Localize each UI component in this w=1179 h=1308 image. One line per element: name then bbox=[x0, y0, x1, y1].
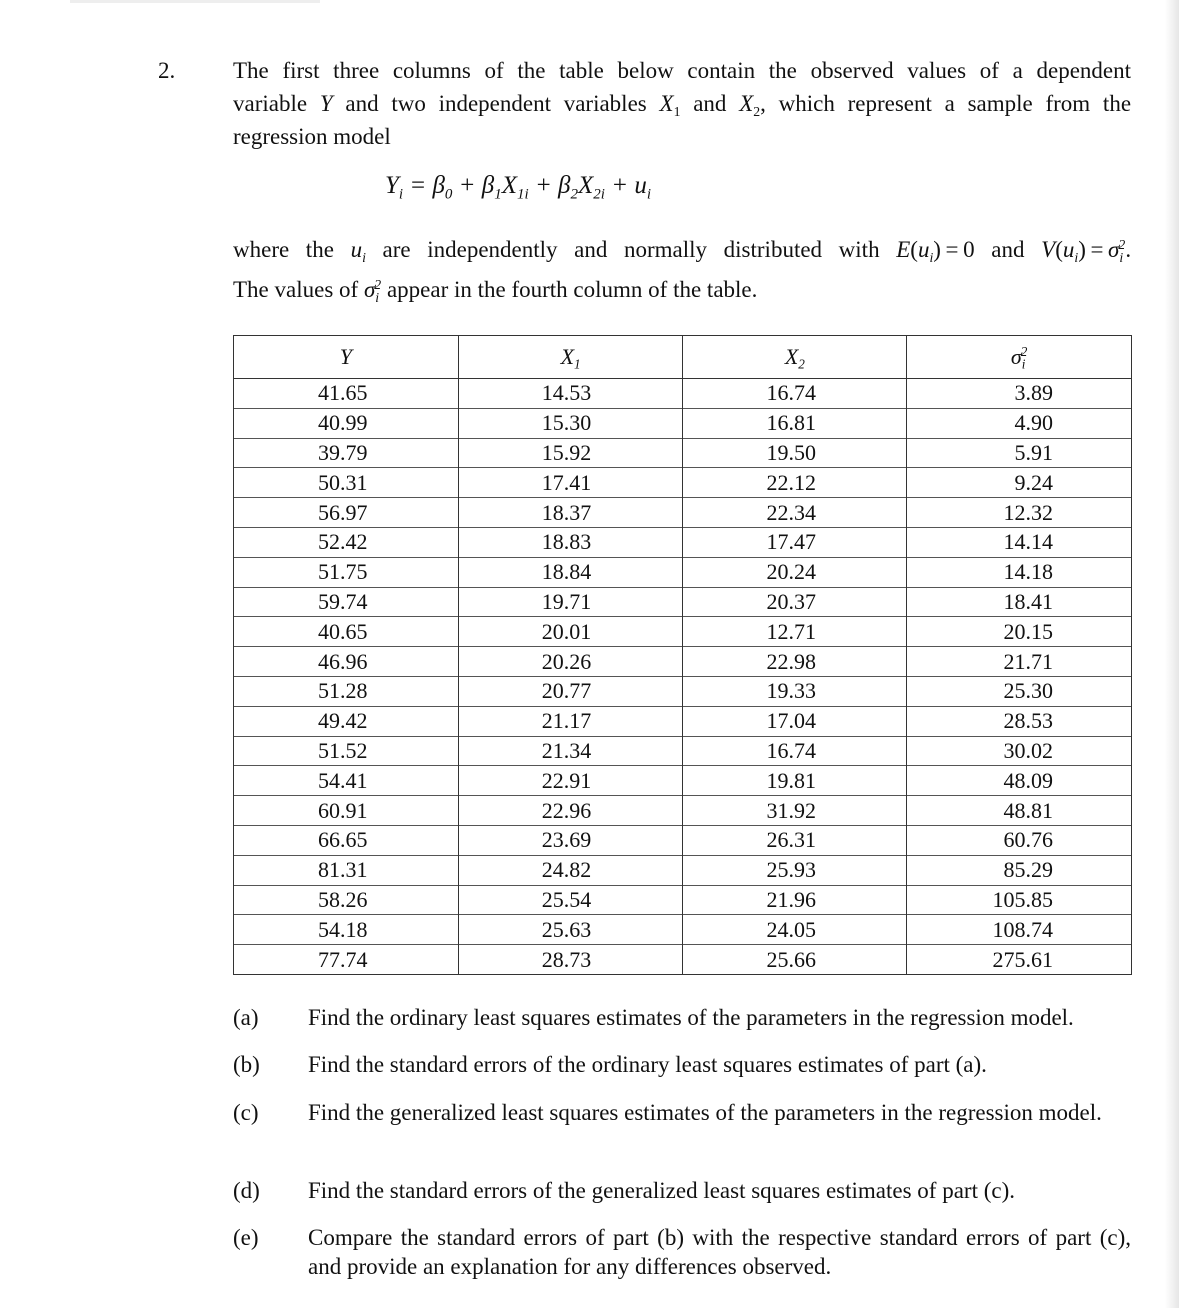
part-text: Find the standard errors of the ordinary least squares estimates of part (a). bbox=[308, 1052, 987, 1077]
table-cell: 19.33 bbox=[683, 676, 907, 706]
table-row bbox=[234, 468, 1132, 498]
table-cell: 20.24 bbox=[683, 557, 907, 587]
table-row bbox=[234, 855, 1132, 885]
table-cell: 21.34 bbox=[458, 736, 683, 766]
table-cell: 20.15 bbox=[907, 617, 1132, 647]
table-cell: 51.75 bbox=[234, 557, 459, 587]
table-cell: 19.71 bbox=[458, 587, 683, 617]
table-cell: 18.84 bbox=[458, 557, 683, 587]
header-sigma-sq: $\sigma_i^2$ bbox=[907, 336, 1132, 379]
table-cell: 14.53 bbox=[458, 379, 683, 409]
table-cell: 54.41 bbox=[234, 766, 459, 796]
table-cell: 24.82 bbox=[458, 855, 683, 885]
table-cell: 20.01 bbox=[458, 617, 683, 647]
data-table bbox=[233, 335, 1132, 975]
table-cell: 275.61 bbox=[907, 945, 1132, 975]
table-cell: 25.30 bbox=[907, 676, 1132, 706]
table-cell: 22.91 bbox=[458, 766, 683, 796]
table-cell: 20.37 bbox=[683, 587, 907, 617]
assumption-line-2: The values of $\sigma_i^2$ appear in the fourth column of the table. bbox=[233, 276, 758, 305]
part-text: Find the standard errors of the generalized least squares estimates of part (c). bbox=[308, 1178, 1015, 1203]
table-cell: 28.73 bbox=[458, 945, 683, 975]
intro-line-3: regression model bbox=[233, 124, 391, 149]
table-row bbox=[234, 825, 1132, 855]
table-row bbox=[234, 766, 1132, 796]
part-label: (d) bbox=[233, 1178, 260, 1203]
table-cell: 40.65 bbox=[234, 617, 459, 647]
table-cell: 56.97 bbox=[234, 498, 459, 528]
table-cell: 17.47 bbox=[683, 527, 907, 557]
table-cell: 48.09 bbox=[907, 766, 1132, 796]
table-cell: 66.65 bbox=[234, 825, 459, 855]
table-cell: 24.05 bbox=[683, 915, 907, 945]
table-cell: 30.02 bbox=[907, 736, 1132, 766]
table-cell: 17.04 bbox=[683, 706, 907, 736]
table-cell: 85.29 bbox=[907, 855, 1132, 885]
header-x1: $X_1$ bbox=[458, 336, 683, 379]
table-cell: 22.34 bbox=[683, 498, 907, 528]
table-cell: 81.31 bbox=[234, 855, 459, 885]
table-row bbox=[234, 617, 1132, 647]
table-cell: 16.74 bbox=[683, 379, 907, 409]
table-cell: 15.30 bbox=[458, 408, 683, 438]
table-row bbox=[234, 915, 1132, 945]
top-edge-mark bbox=[70, 0, 320, 3]
table-cell: 18.83 bbox=[458, 527, 683, 557]
table-cell: 5.91 bbox=[907, 438, 1132, 468]
table-cell: 51.52 bbox=[234, 736, 459, 766]
table-cell: 40.99 bbox=[234, 408, 459, 438]
part-label: (e) bbox=[233, 1225, 259, 1250]
table-cell: 59.74 bbox=[234, 587, 459, 617]
table-cell: 17.41 bbox=[458, 468, 683, 498]
table-cell: 54.18 bbox=[234, 915, 459, 945]
table-row bbox=[234, 557, 1132, 587]
table-cell: 52.42 bbox=[234, 527, 459, 557]
header-x2: $X_2$ bbox=[683, 336, 907, 379]
table-row bbox=[234, 498, 1132, 528]
table-cell: 21.17 bbox=[458, 706, 683, 736]
table-row bbox=[234, 676, 1132, 706]
model-equation: $Y_i = \beta_0 + \beta_1X_{1i} + \beta_2X_{2i} + u_i$ bbox=[385, 172, 652, 203]
table-cell: 28.53 bbox=[907, 706, 1132, 736]
table-cell: 25.66 bbox=[683, 945, 907, 975]
page-edge-shadow bbox=[1165, 0, 1179, 1308]
table-cell: 12.71 bbox=[683, 617, 907, 647]
question-number: 2. bbox=[158, 58, 176, 83]
part-label: (a) bbox=[233, 1005, 259, 1030]
table-cell: 58.26 bbox=[234, 885, 459, 915]
table-cell: 20.26 bbox=[458, 647, 683, 677]
table-row bbox=[234, 527, 1132, 557]
table-cell: 23.69 bbox=[458, 825, 683, 855]
table-cell: 18.41 bbox=[907, 587, 1132, 617]
table-row bbox=[234, 438, 1132, 468]
table-cell: 50.31 bbox=[234, 468, 459, 498]
table-cell: 46.96 bbox=[234, 647, 459, 677]
header-y: Y bbox=[234, 336, 459, 379]
table-cell: 26.31 bbox=[683, 825, 907, 855]
table-row bbox=[234, 408, 1132, 438]
table-cell: 49.42 bbox=[234, 706, 459, 736]
table-cell: 60.91 bbox=[234, 796, 459, 826]
part-text: Find the generalized least squares estimates of the parameters in the regression model. bbox=[308, 1100, 1102, 1125]
table-row bbox=[234, 587, 1132, 617]
table-row bbox=[234, 885, 1132, 915]
part-label: (b) bbox=[233, 1052, 260, 1077]
table-cell: 51.28 bbox=[234, 676, 459, 706]
table-cell: 9.24 bbox=[907, 468, 1132, 498]
table-cell: 15.92 bbox=[458, 438, 683, 468]
table-header-row bbox=[234, 336, 1132, 379]
table-cell: 41.65 bbox=[234, 379, 459, 409]
table-cell: 108.74 bbox=[907, 915, 1132, 945]
table-cell: 22.96 bbox=[458, 796, 683, 826]
table-cell: 25.63 bbox=[458, 915, 683, 945]
table-cell: 12.32 bbox=[907, 498, 1132, 528]
part-label: (c) bbox=[233, 1100, 259, 1125]
table-cell: 77.74 bbox=[234, 945, 459, 975]
part-text: Compare the standard errors of part (b) with the respective standard errors of part (c), and provide an explanation for any differences observed. bbox=[308, 1225, 1131, 1279]
table-cell: 105.85 bbox=[907, 885, 1132, 915]
table-cell: 19.50 bbox=[683, 438, 907, 468]
table-cell: 16.81 bbox=[683, 408, 907, 438]
table-row bbox=[234, 736, 1132, 766]
intro-line-1: The first three columns of the table below contain the observed values of a dependent bbox=[233, 58, 1131, 83]
intro-line-2: variable Y and two independent variables $X_1$ and $X_2$, which represent a sample from the bbox=[233, 91, 1132, 119]
table-cell: 48.81 bbox=[907, 796, 1132, 826]
table-row bbox=[234, 945, 1132, 975]
table-row bbox=[234, 379, 1132, 409]
assumption-line-1: where the $u_i$ are independently and normally distributed with $E(u_i) = 0$ and $V(u_i) = \sigma_i^2$. bbox=[233, 236, 1132, 265]
table-cell: 16.74 bbox=[683, 736, 907, 766]
intro-paragraph bbox=[233, 54, 1131, 153]
table-row bbox=[234, 647, 1132, 677]
table-cell: 21.71 bbox=[907, 647, 1132, 677]
table-cell: 19.81 bbox=[683, 766, 907, 796]
table-cell: 39.79 bbox=[234, 438, 459, 468]
table-row bbox=[234, 796, 1132, 826]
table-cell: 20.77 bbox=[458, 676, 683, 706]
table-cell: 14.14 bbox=[907, 527, 1132, 557]
table-cell: 22.12 bbox=[683, 468, 907, 498]
assumption-paragraph bbox=[233, 230, 1131, 310]
table-cell: 25.93 bbox=[683, 855, 907, 885]
table-cell: 22.98 bbox=[683, 647, 907, 677]
table-cell: 31.92 bbox=[683, 796, 907, 826]
table-cell: 4.90 bbox=[907, 408, 1132, 438]
table-cell: 18.37 bbox=[458, 498, 683, 528]
table-cell: 25.54 bbox=[458, 885, 683, 915]
table-cell: 3.89 bbox=[907, 379, 1132, 409]
table-cell: 60.76 bbox=[907, 825, 1132, 855]
part-text: Find the ordinary least squares estimates of the parameters in the regression model. bbox=[308, 1005, 1074, 1030]
table-cell: 21.96 bbox=[683, 885, 907, 915]
table-cell: 14.18 bbox=[907, 557, 1132, 587]
table-row bbox=[234, 706, 1132, 736]
